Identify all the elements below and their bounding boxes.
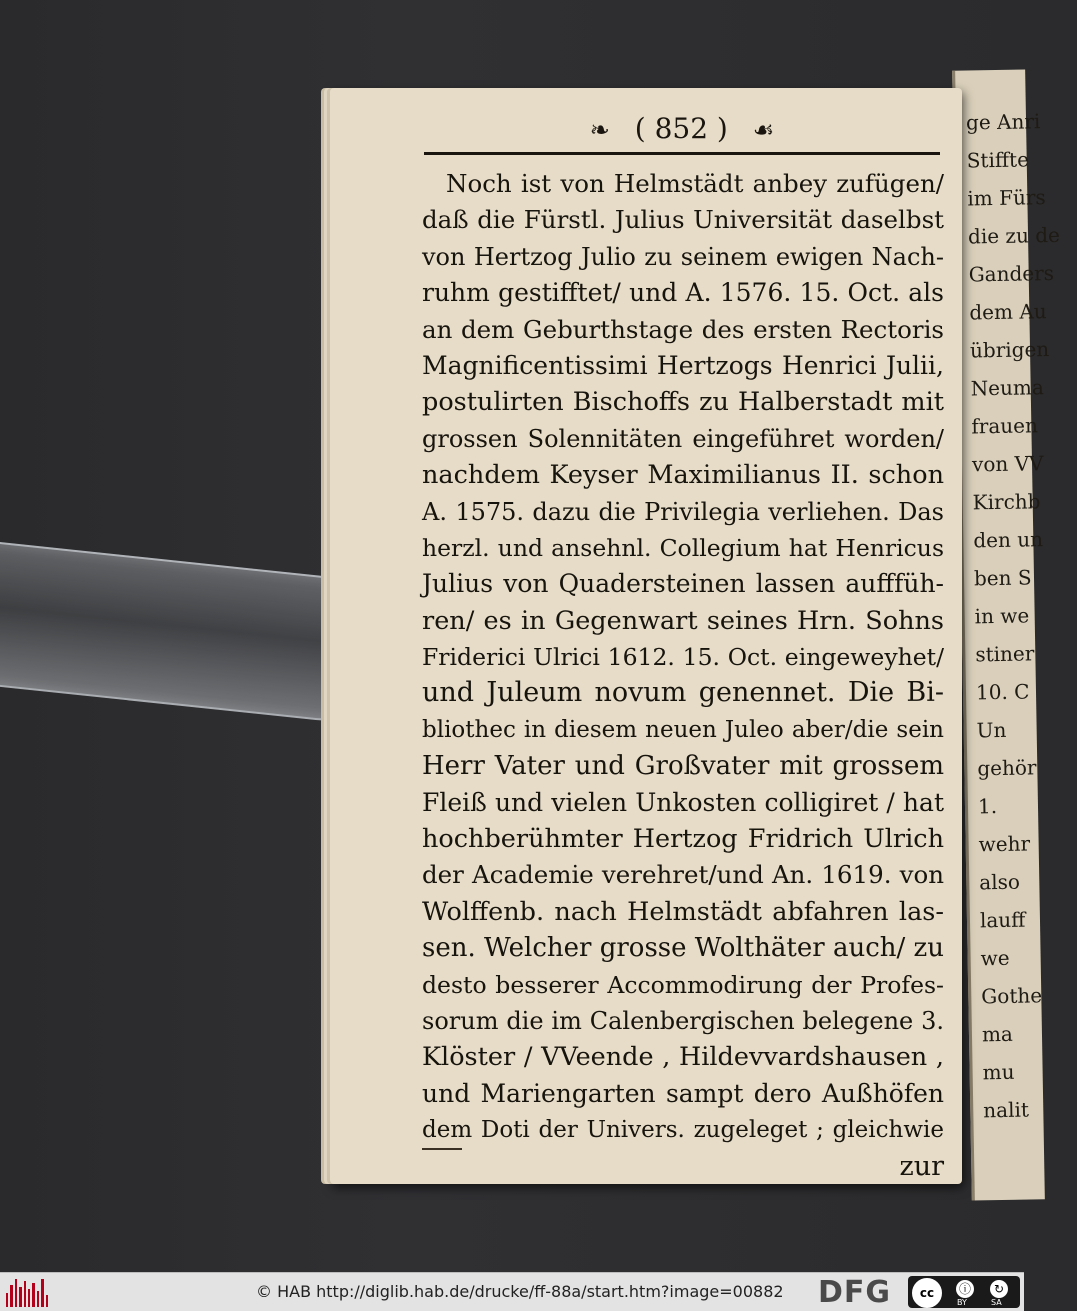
next-page-edge bbox=[952, 69, 1061, 1200]
next-page-fragment: den un bbox=[973, 527, 1044, 553]
next-page-fragment: lauff bbox=[979, 907, 1026, 933]
next-page-fragment: von VV bbox=[971, 451, 1044, 477]
next-page-fragment: 1. bbox=[977, 794, 998, 819]
text-line: Magnificentissimi Hertzogs Henrici Julii, bbox=[422, 350, 944, 380]
text-line: an dem Geburthstage des ersten Rectoris bbox=[422, 314, 944, 344]
next-page-fragment: im Fürs bbox=[967, 185, 1046, 211]
next-page-fragment: mu bbox=[982, 1059, 1015, 1085]
next-page-fragment: we bbox=[980, 945, 1010, 971]
next-page-fragment: 10. C bbox=[975, 679, 1030, 705]
header-rule bbox=[424, 152, 940, 155]
text-line: ruhm gestifftet/ und A. 1576. 15. Oct. als bbox=[422, 278, 944, 308]
page-text bbox=[422, 166, 944, 1185]
text-line: Fleiß und vielen Unkosten colligiret / hat bbox=[422, 787, 944, 817]
dfg-logo[interactable]: DFG bbox=[818, 1275, 892, 1310]
next-page-fragment: frauen bbox=[971, 413, 1039, 439]
text-line: daß die Fürstl. Julius Universität daselbst bbox=[422, 205, 944, 235]
next-page-fragment: Ganders bbox=[968, 260, 1055, 287]
text-line: ren/ es in Gegenwart seines Hrn. Sohns bbox=[422, 605, 944, 636]
text-line: Friderici Ulrici 1612. 15. Oct. eingeweyhet/ bbox=[422, 643, 944, 672]
next-page-fragment: Un bbox=[976, 717, 1007, 743]
catchword: zur bbox=[899, 1150, 944, 1182]
text-line: desto besserer Accommodirung der Profes- bbox=[422, 970, 944, 999]
text-line: und Mariengarten sampt dero Außhöfen bbox=[422, 1078, 944, 1108]
cc-license-badge[interactable] bbox=[908, 1276, 1020, 1308]
text-line: postulirten Bischoffs zu Halberstadt mit bbox=[422, 387, 944, 418]
text-line: und Juleum novum genennet. Die Bi- bbox=[422, 677, 944, 709]
right-ornament-icon: ☙ bbox=[752, 116, 775, 144]
cc-icon: cc bbox=[912, 1278, 942, 1308]
text-line: der Academie verehret/und An. 1619. von bbox=[422, 860, 944, 890]
text-line: hochberühmter Hertzog Fridrich Ulrich bbox=[422, 824, 944, 855]
text-line: Noch ist von Helmstädt anbey zufügen/ bbox=[446, 169, 944, 198]
next-page-fragment: ge Anri bbox=[965, 109, 1041, 135]
next-page-fragment: ben S bbox=[973, 565, 1032, 591]
next-page-fragment: wehr bbox=[978, 831, 1031, 857]
text-line: A. 1575. dazu die Privilegia verliehen. Das bbox=[422, 497, 944, 526]
text-line: herzl. und ansehnl. Collegium hat Henricus bbox=[422, 533, 944, 562]
next-page-fragment: Stiffte bbox=[966, 147, 1030, 173]
text-line: sorum die im Calenbergischen belegene 3. bbox=[422, 1006, 944, 1035]
next-page-fragment: also bbox=[979, 869, 1021, 895]
tail-mark bbox=[422, 1148, 462, 1150]
next-page-fragment: die zu de bbox=[967, 222, 1061, 249]
text-line: Herr Vater und Großvater mit grossem bbox=[422, 751, 944, 782]
footer-bar bbox=[0, 1272, 1024, 1311]
text-line: nachdem Keyser Maximilianus II. schon bbox=[422, 460, 944, 491]
text-line: sen. Welcher grosse Wolthäter auch/ zu bbox=[422, 933, 944, 964]
text-line: von Hertzog Julio zu seinem ewigen Nach- bbox=[422, 242, 944, 271]
left-ornament-icon: ❧ bbox=[589, 116, 610, 144]
page-number: ( 852 ) bbox=[634, 112, 728, 145]
hab-logo[interactable] bbox=[6, 1277, 48, 1307]
next-page-fragment: Gothe bbox=[981, 983, 1043, 1009]
page-content bbox=[422, 102, 944, 1182]
next-page-fragment: Neuma bbox=[970, 375, 1045, 401]
next-page-fragment: nalit bbox=[983, 1097, 1030, 1123]
text-line: dem Doti der Univers. zugeleget ; gleichwie bbox=[422, 1117, 944, 1144]
text-line: Wolffenb. nach Helmstädt abfahren las- bbox=[422, 896, 944, 927]
sa-icon: ↻ bbox=[990, 1280, 1008, 1298]
citation-text: © HAB http://diglib.hab.de/drucke/ff-88a/start.htm?image=00882 bbox=[256, 1282, 784, 1301]
next-page-fragment: übrigen bbox=[969, 337, 1050, 363]
next-page-fragment: in we bbox=[974, 603, 1030, 629]
next-page-fragment: dem Au bbox=[969, 299, 1047, 325]
next-page-fragment: Kirchb bbox=[972, 489, 1041, 515]
book-page bbox=[330, 88, 962, 1184]
by-label: BY bbox=[957, 1298, 967, 1307]
sa-label: SA bbox=[991, 1298, 1002, 1307]
page-header bbox=[422, 112, 942, 152]
next-page-fragment: gehör bbox=[977, 755, 1037, 781]
text-line: Klöster / VVeende , Hildevvardshausen , bbox=[422, 1042, 944, 1073]
by-icon: ⓘ bbox=[956, 1280, 974, 1298]
next-page-fragment: stiner bbox=[975, 641, 1035, 667]
text-line: bliothec in diesem neuen Juleo aber/die sein bbox=[422, 716, 944, 743]
text-line: Julius von Quadersteinen lassen aufffüh- bbox=[422, 569, 944, 599]
text-line: grossen Solennitäten eingeführet worden/ bbox=[422, 424, 944, 453]
next-page-fragment: ma bbox=[981, 1021, 1014, 1047]
